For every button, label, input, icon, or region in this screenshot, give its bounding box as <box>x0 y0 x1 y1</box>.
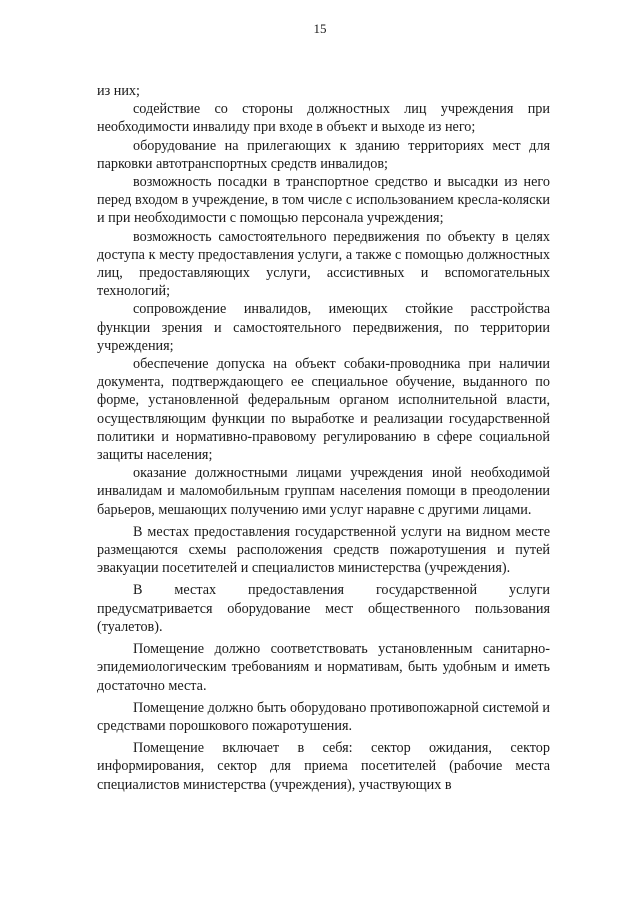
paragraph-evacuation-schemes: В местах предоставления государственной услуги на видном месте размещаются схемы расположения средств пожаротушения и путей эвакуации посетителей и специалистов министерства (учреждения). <box>97 523 550 577</box>
paragraph-officials-assistance: содействие со стороны должностных лиц учреждения при необходимости инвалиду при входе в объект и выходе из него; <box>97 101 550 136</box>
page-number: 15 <box>313 21 327 36</box>
paragraph-fire-protection: Помещение должно быть оборудовано противопожарной системой и средствами порошкового пожаротушения. <box>97 699 550 734</box>
paragraph-independent-movement: возможность самостоятельного передвижения по объекту в целях доступа к месту предоставления услуги, а также с помощью должностных лиц, предоставляющих услуги, ассистивных и вспомогательных технологий; <box>97 228 550 300</box>
paragraph-premises-sectors: Помещение включает в себя: сектор ожидания, сектор информирования, сектор для приема посетителей (рабочие места специалистов министерства (учреждения), участвующих в <box>97 740 550 793</box>
document-body <box>97 82 550 794</box>
paragraph-vehicle-boarding: возможность посадки в транспортное средство и высадки из него перед входом в учреждение, в том числе с использованием кресла-коляски и при необходимости с помощью персонала учреждения; <box>97 174 550 227</box>
paragraph-guide-dog: обеспечение допуска на объект собаки-проводника при наличии документа, подтверждающего ее специальное обучение, выданного по форме, установленной федеральным органом исполнительной власти, осуществляющим функции по выработке и реализации государственной политики и нормативно-правовому регулированию в сфере социальной защиты населения; <box>97 356 550 464</box>
paragraph-continuation: из них; <box>97 83 140 99</box>
paragraph-escort-disabled: сопровождение инвалидов, имеющих стойкие расстройства функции зрения и самостоятельного передвижения, по территории учреждения; <box>97 301 550 354</box>
paragraph-public-toilets: В местах предоставления государственной услуги предусматривается оборудование мест общественного пользования (туалетов). <box>97 582 550 635</box>
paragraph-sanitary-requirements: Помещение должно соответствовать установленным санитарно-эпидемиологическим требованиям и нормативам, быть удобным и иметь достаточно места. <box>97 641 550 694</box>
paragraph-parking-equipment: оборудование на прилегающих к зданию территориях мест для парковки автотранспортных средств инвалидов; <box>97 137 550 172</box>
paragraph-other-assistance: оказание должностными лицами учреждения иной необходимой инвалидам и маломобильным группам населения помощи в преодолении барьеров, мешающих получению ими услуг наравне с другими лицами. <box>97 465 550 518</box>
